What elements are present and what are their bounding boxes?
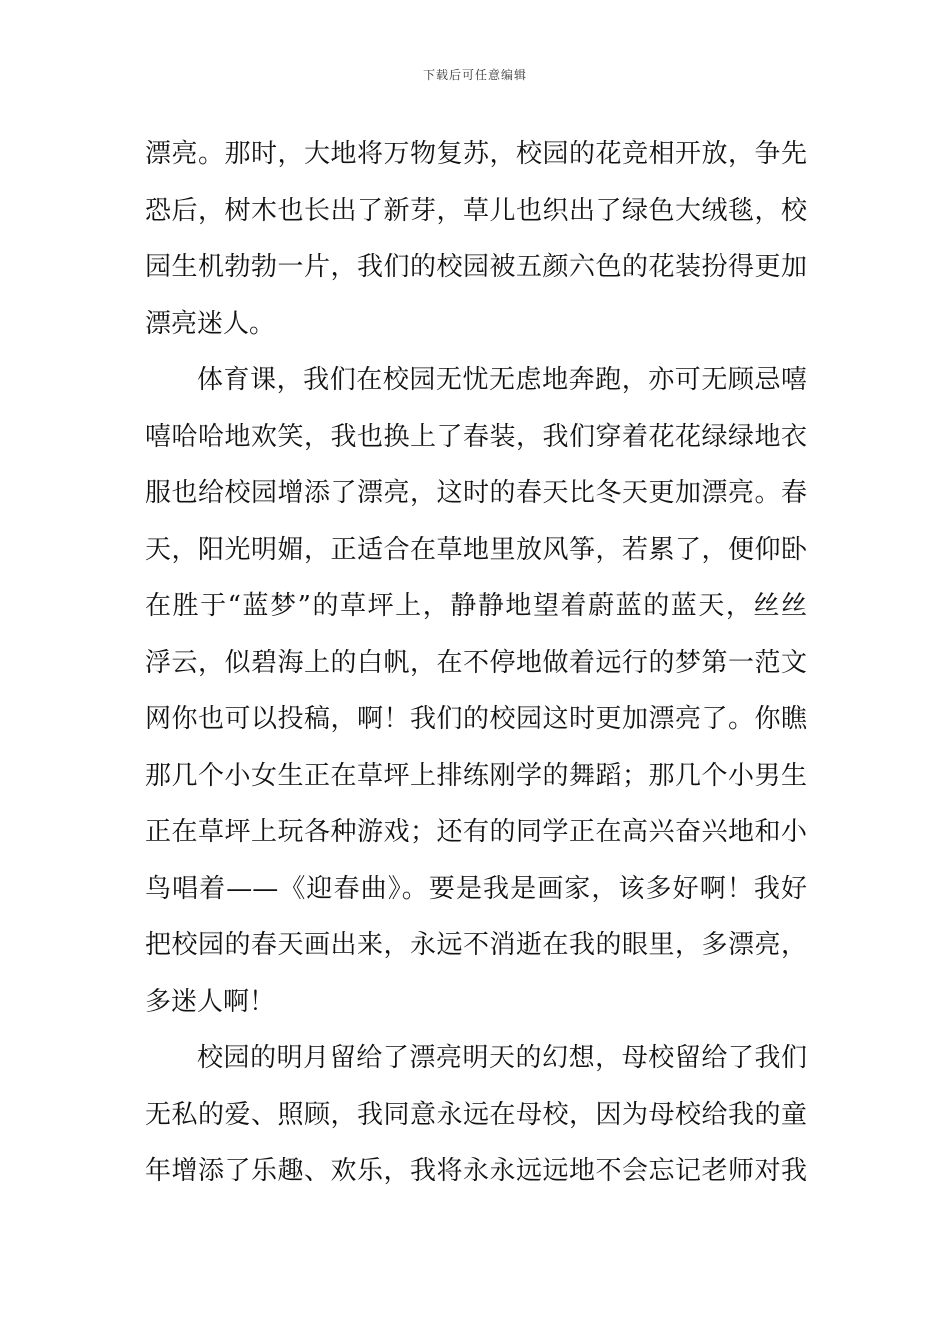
text-line: 正在草坪上玩各种游戏；还有的同学正在高兴奋兴地和小 [145,817,807,847]
text-line: 那几个小女生正在草坪上排练刚学的舞蹈；那几个小男生 [145,760,807,791]
paragraph-start-line: 体育课，我们在校园无忧无虑地奔跑，亦可无顾忌嘻 [197,365,807,395]
text-line: 园生机勃勃一片，我们的校园被五颜六色的花装扮得更加 [145,252,807,282]
text-line: 网你也可以投稿，啊！我们的校园这时更加漂亮了。你瞧 [145,704,807,734]
paragraph-start-line: 校园的明月留给了漂亮明天的幻想，母校留给了我们 [197,1043,807,1073]
text-line: 鸟唱着——《迎春曲》。要是我是画家，该多好啊！我好 [145,873,807,904]
text-line: 恐后，树木也长出了新芽，草儿也织出了绿色大绒毯，校 [145,195,807,226]
text-line: 年增添了乐趣、欢乐，我将永永远远地不会忘记老师对我 [145,1156,807,1186]
text-line: 无私的爱、照顾，我同意永远在母校，因为母校给我的童 [145,1099,807,1130]
text-line: 嘻哈哈地欢笑，我也换上了春装，我们穿着花花绿绿地衣 [145,421,807,452]
body-text [145,126,807,1200]
text-line: 多迷人啊！ [145,986,276,1017]
text-line: 浮云，似碧海上的白帆，在不停地做着远行的梦第一范文 [145,647,807,678]
text-line: 漂亮迷人。 [145,308,276,339]
page-header: 下载后可任意编辑 [422,68,527,82]
text-line: 服也给校园增添了漂亮，这时的春天比冬天更加漂亮。春 [145,478,807,508]
text-line: 把校园的春天画出来，永远不消逝在我的眼里，多漂亮， [145,930,807,960]
text-line: 在胜于“蓝梦”的草坪上，静静地望着蔚蓝的蓝天，丝丝 [145,591,807,621]
text-line: 天，阳光明媚，正适合在草地里放风筝，若累了，便仰卧 [145,534,807,565]
text-line: 漂亮。那时，大地将万物复苏，校园的花竞相开放，争先 [145,139,807,169]
